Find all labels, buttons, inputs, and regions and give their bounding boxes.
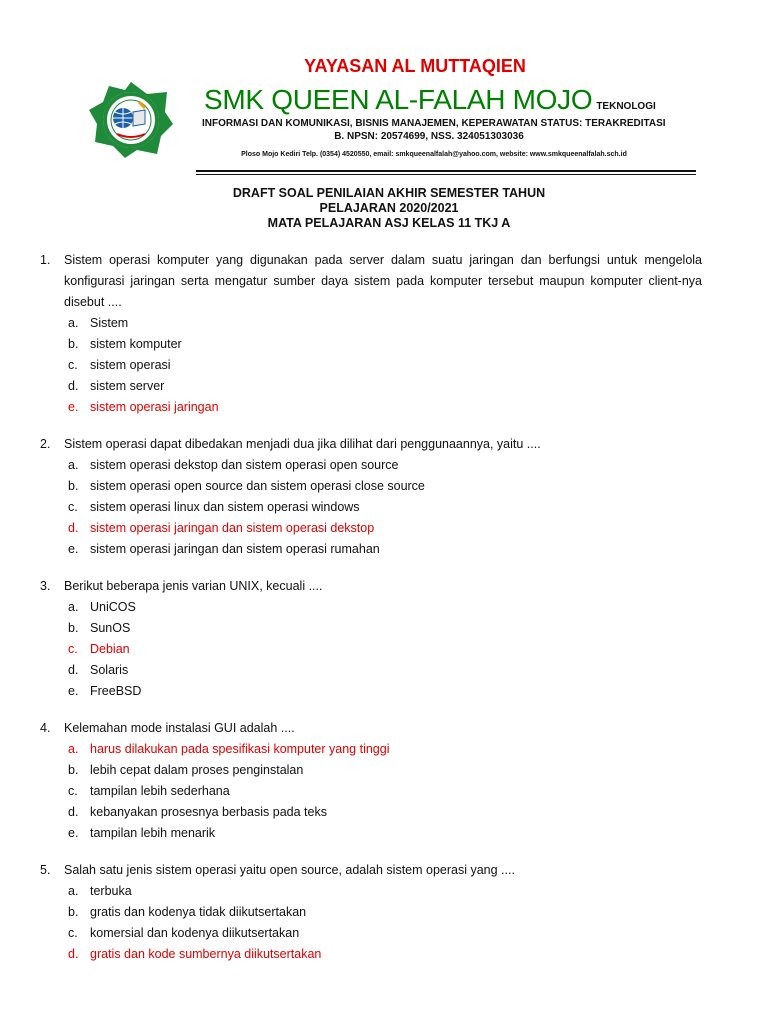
question-number: 3. xyxy=(40,579,51,593)
school-name-tail: TEKNOLOGI xyxy=(596,101,656,112)
answer-option xyxy=(40,881,702,902)
document-title xyxy=(0,186,768,231)
option-letter: e. xyxy=(68,826,79,840)
option-text: tampilan lebih menarik xyxy=(90,826,216,840)
title-line-1: DRAFT SOAL PENILAIAN AKHIR SEMESTER TAHUN xyxy=(232,186,546,200)
question-text: Kelemahan mode instalasi GUI adalah .... xyxy=(64,721,295,735)
question-text: Sistem operasi dapat dibedakan menjadi dua jika dilihat dari penggunaannya, yaitu .... xyxy=(64,437,541,451)
answer-option xyxy=(40,376,702,397)
answer-option xyxy=(40,802,702,823)
question-row xyxy=(40,434,702,455)
option-list xyxy=(40,455,702,560)
option-letter: c. xyxy=(68,926,78,940)
option-text: Solaris xyxy=(90,663,129,677)
answer-option-correct xyxy=(40,518,702,539)
letterhead xyxy=(0,0,768,176)
option-text: sistem komputer xyxy=(90,337,182,351)
school-name: SMK QUEEN AL-FALAH MOJO xyxy=(204,84,593,115)
option-letter: c. xyxy=(68,500,78,514)
question-number: 5. xyxy=(40,863,51,877)
option-letter: d. xyxy=(68,379,79,393)
question-row xyxy=(40,576,702,597)
option-letter: c. xyxy=(68,784,78,798)
question-number: 4. xyxy=(40,721,51,735)
answer-option-correct xyxy=(40,944,702,965)
school-seal-icon xyxy=(87,80,175,158)
school-programs: INFORMASI DAN KOMUNIKASI, BISNIS MANAJEMEN, KEPERAWATAN STATUS: TERAKREDITASI xyxy=(202,118,666,129)
option-letter: a. xyxy=(68,600,79,614)
option-text: terbuka xyxy=(90,884,132,898)
option-letter: a. xyxy=(68,884,79,898)
option-text: sistem operasi xyxy=(90,358,171,372)
answer-option xyxy=(40,681,702,702)
answer-option xyxy=(40,313,702,334)
option-text: sistem operasi open source dan sistem operasi close source xyxy=(90,479,425,493)
school-address: Ploso Mojo Kediri Telp. (0354) 4520550, email: smkqueenalfalah@yahoo.com, website: www.smkqueenalfalah.sch.id xyxy=(241,151,627,158)
answer-option xyxy=(40,476,702,497)
option-letter: a. xyxy=(68,458,79,472)
option-text: sistem operasi linux dan sistem operasi windows xyxy=(90,500,360,514)
answer-option xyxy=(40,660,702,681)
answer-option xyxy=(40,597,702,618)
answer-option xyxy=(40,539,702,560)
answer-option-correct xyxy=(40,397,702,418)
option-letter: d. xyxy=(68,805,79,819)
option-letter: a. xyxy=(68,316,79,330)
title-line-3: MATA PELAJARAN ASJ KELAS 11 TKJ A xyxy=(267,216,511,230)
option-text: Sistem xyxy=(90,316,129,330)
option-letter: e. xyxy=(68,542,79,556)
answer-option xyxy=(40,455,702,476)
answer-option xyxy=(40,497,702,518)
option-text: harus dilakukan pada spesifikasi komputer yang tinggi xyxy=(90,742,390,756)
option-list xyxy=(40,881,702,965)
header-rule-thick xyxy=(196,170,696,172)
option-text: sistem operasi dekstop dan sistem operasi open source xyxy=(90,458,399,472)
answer-option-correct xyxy=(40,639,702,660)
option-letter: a. xyxy=(68,742,79,756)
option-text: gratis dan kodenya tidak diikutsertakan xyxy=(90,905,307,919)
option-text: UniCOS xyxy=(90,600,136,614)
question-row xyxy=(40,860,702,881)
option-text: komersial dan kodenya diikutsertakan xyxy=(90,926,300,940)
option-text: sistem operasi jaringan xyxy=(90,400,219,414)
option-list xyxy=(40,597,702,702)
question-text: Salah satu jenis sistem operasi yaitu open source, adalah sistem operasi yang .... xyxy=(64,863,515,877)
option-letter: b. xyxy=(68,479,79,493)
option-letter: e. xyxy=(68,400,79,414)
option-text: SunOS xyxy=(90,621,131,635)
option-list xyxy=(40,313,702,418)
option-text: gratis dan kode sumbernya diikutsertakan xyxy=(90,947,322,961)
answer-option xyxy=(40,781,702,802)
answer-option xyxy=(40,823,702,844)
question-text: Berikut beberapa jenis varian UNIX, kecuali .... xyxy=(64,579,323,593)
option-text: Debian xyxy=(90,642,130,656)
option-text: lebih cepat dalam proses penginstalan xyxy=(90,763,304,777)
option-letter: b. xyxy=(68,763,79,777)
option-text: sistem server xyxy=(90,379,165,393)
option-letter: d. xyxy=(68,521,79,535)
question-list xyxy=(40,250,702,981)
answer-option xyxy=(40,334,702,355)
question-number: 1. xyxy=(40,253,51,267)
option-letter: b. xyxy=(68,905,79,919)
option-letter: b. xyxy=(68,337,79,351)
option-letter: e. xyxy=(68,684,79,698)
question-item xyxy=(40,434,702,560)
question-number: 2. xyxy=(40,437,51,451)
header-rule-thin xyxy=(196,174,696,175)
option-letter: c. xyxy=(68,358,78,372)
answer-option xyxy=(40,618,702,639)
option-list xyxy=(40,739,702,844)
option-text: sistem operasi jaringan dan sistem operasi dekstop xyxy=(90,521,375,535)
answer-option xyxy=(40,902,702,923)
question-row xyxy=(40,250,702,313)
answer-option-correct xyxy=(40,739,702,760)
option-text: tampilan lebih sederhana xyxy=(90,784,230,798)
option-letter: b. xyxy=(68,621,79,635)
option-letter: c. xyxy=(68,642,78,656)
school-ids: B. NPSN: 20574699, NSS. 324051303036 xyxy=(334,131,524,142)
foundation-name: YAYASAN AL MUTTAQIEN xyxy=(304,56,526,76)
option-text: FreeBSD xyxy=(90,684,142,698)
question-item xyxy=(40,576,702,702)
question-item xyxy=(40,860,702,965)
question-item xyxy=(40,718,702,844)
question-text: Sistem operasi komputer yang digunakan pada server dalam suatu jaringan dan berfungsi untuk mengelola konfigurasi jaringan serta mengatur sumber daya sistem pada komputer tersebut maupun komputer client-nya disebut .... xyxy=(64,253,702,309)
answer-option xyxy=(40,355,702,376)
option-letter: d. xyxy=(68,663,79,677)
option-text: sistem operasi jaringan dan sistem operasi rumahan xyxy=(90,542,380,556)
school-title xyxy=(204,84,656,116)
answer-option xyxy=(40,923,702,944)
answer-option xyxy=(40,760,702,781)
option-letter: d. xyxy=(68,947,79,961)
question-row xyxy=(40,718,702,739)
title-line-2: PELAJARAN 2020/2021 xyxy=(319,201,459,215)
question-item xyxy=(40,250,702,418)
option-text: kebanyakan prosesnya berbasis pada teks xyxy=(90,805,327,819)
